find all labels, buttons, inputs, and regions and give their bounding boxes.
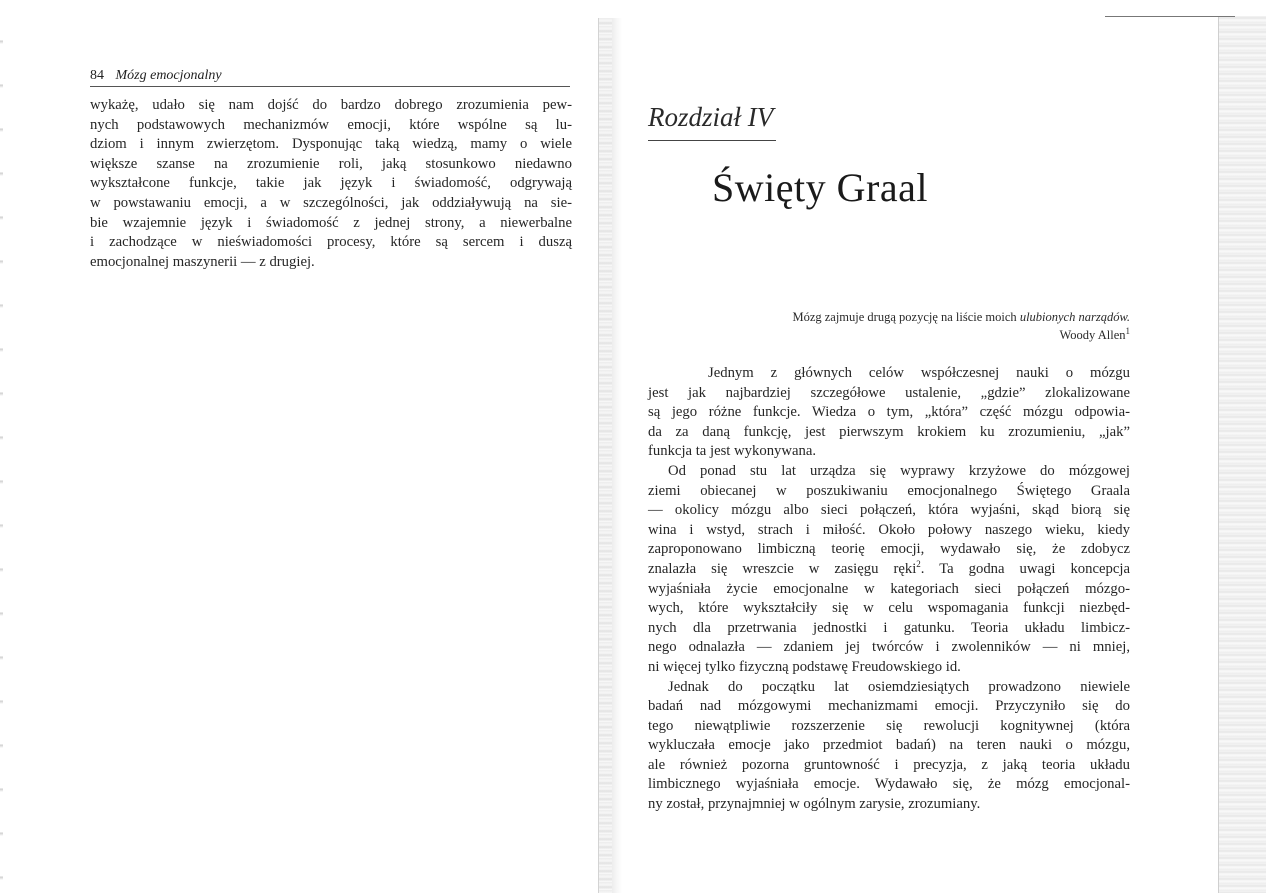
text-line: tego niewątpliwie rozszerzenie się rewolucji kognitywnej (która [648,717,1130,734]
right-page-body [648,364,1130,815]
text-line: nych dla przetrwania jednostki i gatunku. Teoria układu limbicz- [648,619,1130,636]
header-rule [90,86,570,87]
text-line: bie wzajemnie język i świadomość z jednej strony, a niewerbalne [90,214,572,231]
epigraph-text: Mózg zajmuje drugą pozycję na liście moich [792,310,1020,324]
text-line: nych podstawowych mechanizmów emocji, które wspólne są lu- [90,116,572,133]
text-line: limbicznego wyjaśniała emocje. Wydawało się, że mózg emocjonal- [648,776,1130,793]
epigraph-italic: ulubionych narządów. [1019,310,1130,324]
text-line: Od ponad stu lat urządza się wyprawy krzyżowe do mózgowej [668,462,1130,479]
text-line: ni więcej tylko fizyczną podstawę Freudowskiego id. [648,658,961,675]
text-line: badań nad mózgowymi mechanizmami emocji. Przyczyniło się do [648,698,1130,715]
text-line: Jednak do początku lat osiemdziesiątych prowadzono niewiele [668,678,1130,695]
text-line [648,560,1130,580]
author-name: Woody Allen [1059,328,1126,342]
text-line: są jego różne funkcje. Wiedza o tym, „która” część mózgu odpowia- [648,404,1130,421]
chapter-title: Święty Graal [712,165,928,210]
book-gutter [598,18,613,893]
running-title: Mózg emocjonalny [115,68,222,83]
text-fragment: . Ta godna uwagi koncepcja [920,560,1130,577]
text-line: wykształcone funkcje, takie jak język i świadomość, odgrywają [90,175,572,192]
left-page-body [90,96,572,272]
text-line: wina i wstyd, strach i miłość. Około połowy naszego wieku, kiedy [648,521,1130,538]
running-head [90,68,570,84]
gutter-shadow [612,18,622,893]
text-line: da za daną funkcję, jest pierwszym krokiem ku zrozumieniu, „jak” [648,423,1130,440]
page-stack-edge [1218,16,1266,893]
text-line: ale również pozorna gruntowność i precyzja, z jaką teoria układu [648,756,1130,773]
text-line: ziemi obiecanej w poszukiwaniu emocjonalnego Świętego Graala [648,482,1130,499]
text-line: jest jak najbardziej szczegółowe ustalenie, „gdzie” zlokalizowane [648,384,1130,401]
footnote-mark: 2 [916,559,921,570]
text-line: ny został, przynajmniej w ogólnym zarysie, zrozumiany. [648,796,981,813]
text-line: wyjaśniała życie emocjonalne w kategoriach sieci połączeń mózgo- [648,580,1130,597]
text-line: Jednym z głównych celów współczesnej nauki o mózgu [708,365,1130,381]
text-line: — okolicy mózgu albo sieci połączeń, która wyjaśni, skąd biorą się [648,502,1130,519]
epigraph-quote [700,308,1130,326]
text-line: większe szanse na zrozumienie roli, jaką stosunkowo niedawno [90,155,572,172]
epigraph [700,308,1130,344]
text-line: i zachodzące w nieświadomości procesy, które są sercem i duszą [90,234,572,251]
chapter-label: Rozdział IV [648,102,774,132]
epigraph-author [700,326,1130,344]
text-fragment: znalazła się wreszcie w zasięgu ręki [648,560,917,577]
text-line: wych, które wykształciły się w celu wspomagania funkcji niezbęd- [648,600,1130,617]
text-line: dziom i innym zwierzętom. Dysponując taką wiedzą, mamy o wiele [90,136,572,153]
page-number: 84 [90,68,104,83]
text-line: wykażę, udało się nam dojść do bardzo dobrego zrozumienia pew- [90,97,572,113]
text-line: emocjonalnej maszynerii — z drugiej. [90,253,315,270]
chapter-rule [648,140,776,141]
text-line: zaproponowano limbiczną teorię emocji, wydawało się, że zdobycz [648,541,1130,558]
footnote-mark: 1 [1125,325,1130,336]
text-line: wykluczała emocje jako przedmiot badań) na teren nauki o mózgu, [648,737,1130,754]
page-edge-left [0,0,3,893]
text-line: funkcja ta jest wykonywana. [648,443,817,460]
text-line: nego odnalazła — zdaniem jej twórców i zwolenników — ni mniej, [648,639,1130,656]
text-line: w powstawaniu emocji, a w szczególności, jak oddziaływują na sie- [90,194,572,211]
top-rule [1105,16,1235,17]
